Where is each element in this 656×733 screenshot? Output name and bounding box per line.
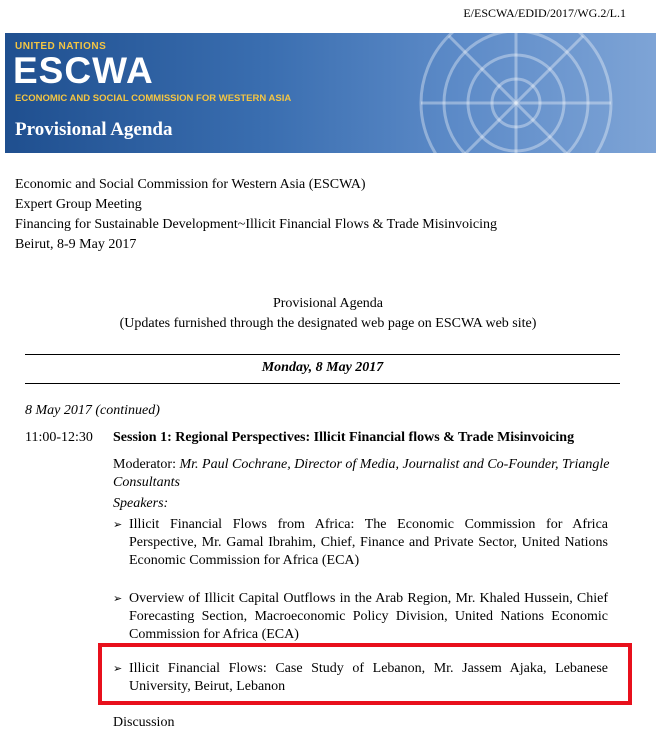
un-emblem-icon [336,33,636,153]
document-reference: E/ESCWA/EDID/2017/WG.2/L.1 [463,6,626,20]
highlight-box [98,643,632,705]
speaker-text: Illicit Financial Flows: Case Study of Lebanon, Mr. Jassem Ajaka, Lebanese University, Beirut, Lebanon [129,661,608,694]
date-continued: 8 May 2017 (continued) [25,403,160,418]
agenda-title-block [0,294,656,334]
day-heading: Monday, 8 May 2017 [261,360,384,375]
header-line: Expert Group Meeting [15,197,142,212]
speakers-label: Speakers: [113,496,169,511]
arrow-bullet-icon: ➢ [113,519,123,531]
header-line: Economic and Social Commission for Western Asia (ESCWA) [15,177,366,192]
arrow-bullet-icon: ➢ [113,593,123,605]
agenda-subtitle: (Updates furnished through the designated web page on ESCWA web site) [119,316,537,331]
session-time: 11:00-12:30 [25,430,93,445]
agenda-title: Provisional Agenda [272,296,384,311]
speaker-text: Overview of Illicit Capital Outflows in the Arab Region, Mr. Khaled Hussein, Chief Forecasting Section, Macroeconomic Policy Division, United Nations Economic Commission for Africa (ECA) [129,591,608,642]
session-title: Session 1: Regional Perspectives: Illicit Financial flows & Trade Misinvoicing [113,430,575,445]
discussion: Discussion [113,715,175,730]
speaker-item [113,516,608,570]
escwa-banner [5,33,656,153]
meeting-header [15,175,497,255]
speaker-text: Illicit Financial Flows from Africa: The Economic Commission for Africa Perspective, Mr. Gamal Ibrahim, Chief, Finance and Private Sector, United Nations Economic Commission for Africa (ECA) [129,517,608,568]
moderator-label: Moderator: [113,457,180,472]
arrow-bullet-icon: ➢ [113,663,123,675]
moderator-name: Mr. Paul Cochrane, Director of Media, Journalist and Co-Founder, Triangle Consultants [113,457,610,490]
speaker-item [113,590,608,644]
moderator [113,456,623,492]
banner-title: Provisional Agenda [15,119,173,140]
divider-bottom [25,383,620,384]
header-line: Financing for Sustainable Development~Illicit Financial Flows & Trade Misinvoicing [15,217,497,232]
divider-top [25,354,620,355]
header-line: Beirut, 8-9 May 2017 [15,237,137,252]
un-label: UNITED NATIONS [15,41,107,52]
commission-name: ECONOMIC AND SOCIAL COMMISSION FOR WESTERN ASIA [15,93,292,104]
escwa-logo: ESCWA [13,50,154,91]
